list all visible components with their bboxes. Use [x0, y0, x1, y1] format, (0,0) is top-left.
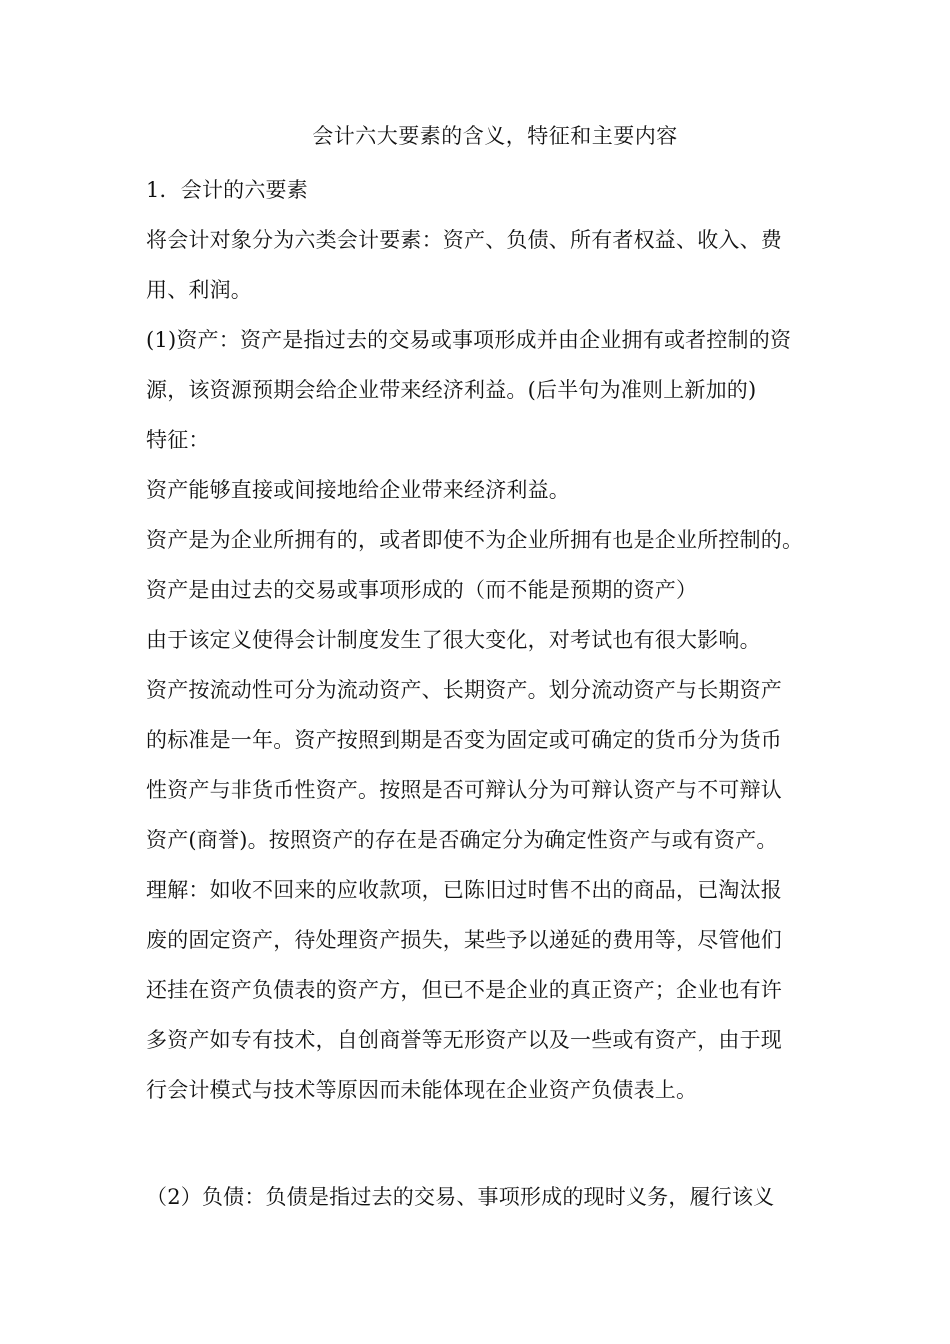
paragraph-line: 由于该定义使得会计制度发生了很大变化，对考试也有很大影响。: [146, 628, 761, 652]
paragraph-line: 资产是为企业所拥有的，或者即使不为企业所拥有也是企业所控制的。: [146, 528, 804, 552]
paragraph-line-liabilities: （2）负债：负债是指过去的交易、事项形成的现时义务，履行该义: [146, 1185, 775, 1209]
paragraph-line: 行会计模式与技术等原因而未能体现在企业资产负债表上。: [146, 1078, 698, 1102]
paragraph-line: 源，该资源预期会给企业带来经济利益。(后半句为准则上新加的): [146, 378, 757, 402]
paragraph-line: 还挂在资产负债表的资产方，但已不是企业的真正资产；企业也有许: [146, 978, 782, 1002]
paragraph-line: 资产按流动性可分为流动资产、长期资产。划分流动资产与长期资产: [146, 678, 782, 702]
paragraph-gap: [146, 1115, 826, 1172]
paragraph-line: 理解：如收不回来的应收款项，已陈旧过时售不出的商品，已淘汰报: [146, 878, 782, 902]
paragraph-line: 用、利润。: [146, 278, 252, 302]
document-title: 会计六大要素的含义，特征和主要内容: [312, 124, 678, 148]
paragraph-line: 废的固定资产，待处理资产损失，某些予以递延的费用等，尽管他们: [146, 928, 782, 952]
paragraph-line: 将会计对象分为六类会计要素：资产、负债、所有者权益、收入、费: [146, 228, 782, 252]
paragraph-line: 资产(商誉)。按照资产的存在是否确定分为确定性资产与或有资产。: [146, 828, 778, 852]
paragraph-line: (1)资产：资产是指过去的交易或事项形成并由企业拥有或者控制的资: [146, 328, 792, 352]
paragraph-line: 多资产如专有技术，自创商誉等无形资产以及一些或有资产，由于现: [146, 1028, 782, 1052]
paragraph-line: 1．会计的六要素: [146, 178, 308, 202]
document-body: [146, 165, 826, 1222]
paragraph-line: 资产是由过去的交易或事项形成的（而不能是预期的资产）: [146, 578, 698, 602]
paragraph-line: 特征：: [146, 428, 210, 452]
paragraph-line: 性资产与非货币性资产。按照是否可辩认分为可辩认资产与不可辩认: [146, 778, 782, 802]
paragraph-line: 资产能够直接或间接地给企业带来经济利益。: [146, 478, 570, 502]
paragraph-line: 的标准是一年。资产按照到期是否变为固定或可确定的货币分为货币: [146, 728, 782, 752]
